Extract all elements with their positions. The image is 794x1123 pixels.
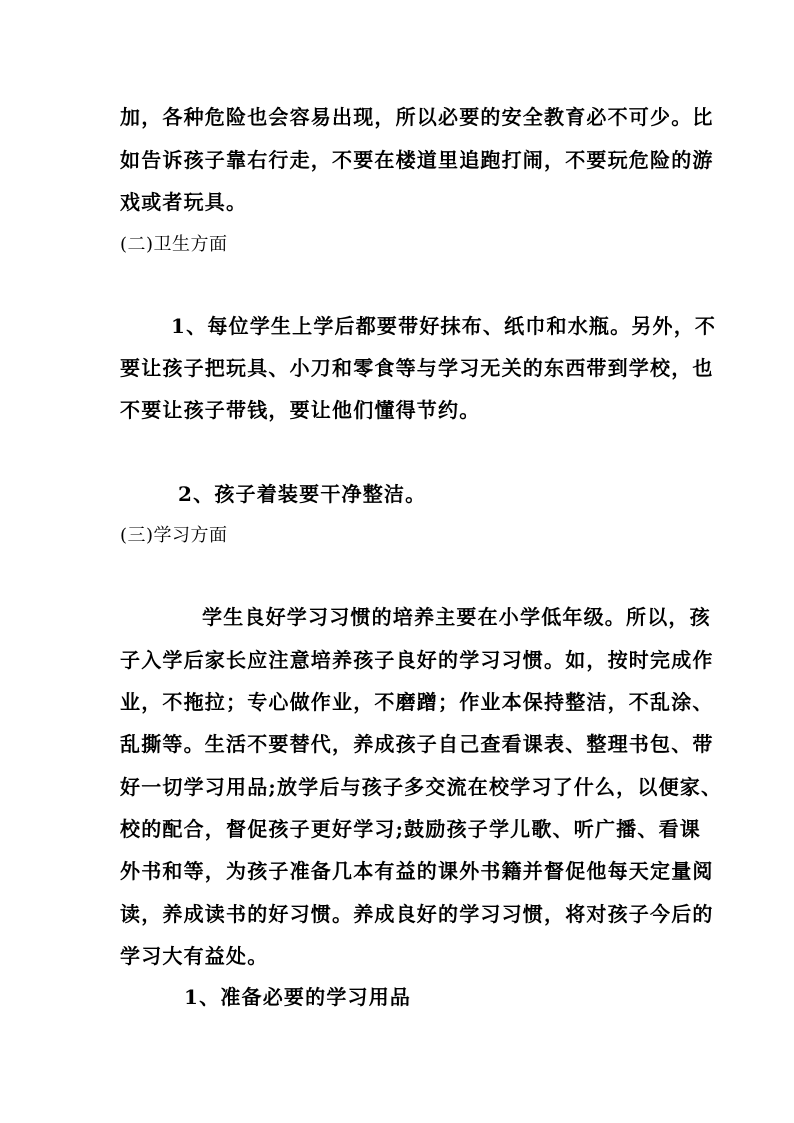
section-heading-hygiene: (二)卫生方面: [120, 234, 228, 255]
safety-paragraph-line: 加，各种危险也会容易出现，所以必要的安全教育必不可少。比: [120, 105, 714, 129]
safety-paragraph-line: 戏或者玩具。: [120, 190, 248, 214]
study-paragraph-line: 外书和等，为孩子准备几本有益的课外书籍并督促他每天定量阅: [120, 859, 714, 883]
safety-paragraph-line: 如告诉孩子靠右行走，不要在楼道里追跑打闹，不要玩危险的游: [120, 148, 714, 172]
study-item-1: 1、准备必要的学习用品: [184, 985, 412, 1009]
hygiene-item-2: 2、孩子着装要干净整洁。: [178, 482, 427, 506]
study-paragraph-line: 学生良好学习习惯的培养主要在小学低年级。所以，孩: [202, 605, 711, 629]
study-paragraph-line: 子入学后家长应注意培养孩子良好的学习习惯。如，按时完成作: [120, 648, 714, 672]
hygiene-item-1-line: 要让孩子把玩具、小刀和零食等与学习无关的东西带到学校，也: [120, 356, 714, 380]
study-paragraph-line: 乱撕等。生活不要替代，养成孩子自己查看课表、整理书包、带: [120, 732, 714, 756]
study-paragraph-line: 学习大有益处。: [120, 944, 269, 968]
hygiene-item-1-line: 1、每位学生上学后都要带好抹布、纸巾和水瓶。另外，不: [171, 314, 717, 338]
study-paragraph-line: 读，养成读书的好习惯。养成良好的学习习惯，将对孩子今后的: [120, 902, 714, 926]
study-paragraph-line: 校的配合，督促孩子更好学习;鼓励孩子学儿歌、听广播、看课: [120, 817, 701, 841]
study-paragraph-line: 业，不拖拉；专心做作业，不磨蹭；作业本保持整洁，不乱涂、: [120, 690, 714, 714]
hygiene-item-1-line: 不要让孩子带钱，要让他们懂得节约。: [120, 398, 481, 422]
section-heading-study: (三)学习方面: [120, 525, 228, 546]
study-paragraph-line: 好一切学习用品;放学后与孩子多交流在校学习了什么，以便家、: [120, 775, 723, 799]
